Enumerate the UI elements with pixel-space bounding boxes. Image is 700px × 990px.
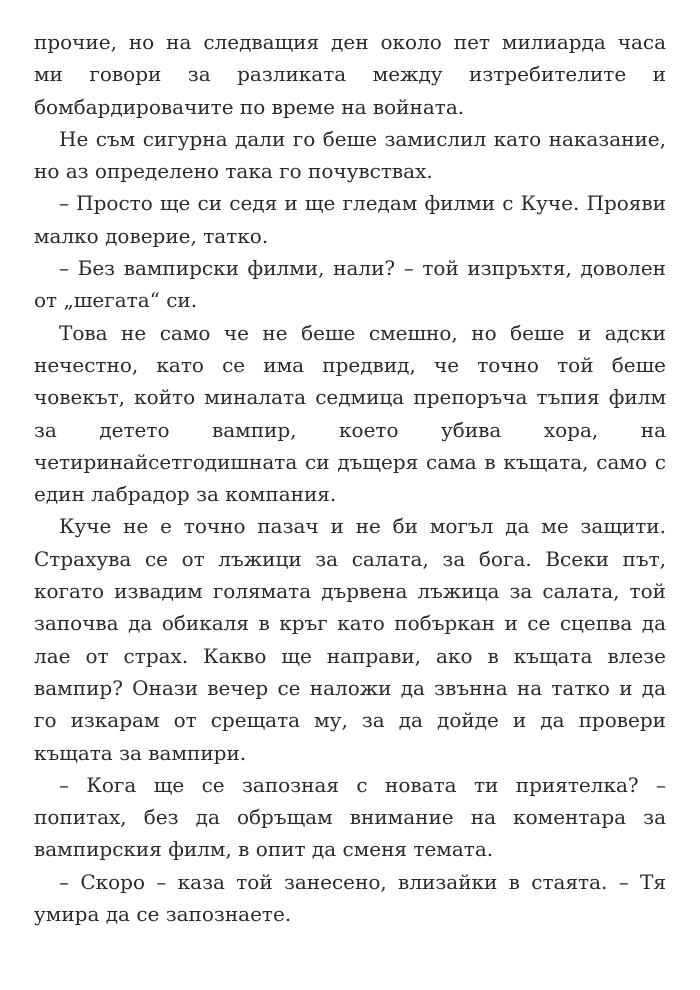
text-line: когато извадим голямата дървена лъжица за салата, той [34,579,666,604]
paragraph [34,123,666,188]
paragraph [34,26,666,123]
text-line: започва да обикаля в кръг като побъркан и се сцепва да [34,611,666,636]
text-line: ми говори за разликата между изтребителите и [34,62,666,87]
text-line: го изкарам от срещата му, за да дойде и да провери [34,708,666,733]
paragraph [34,187,666,252]
text-line: вампирския филм, в опит да сменя темата. [34,837,494,862]
text-line: вампир? Онази вечер се наложи да звънна на татко и да [34,675,666,700]
text-line: но аз определено така го почувствах. [34,159,433,184]
text-line: – Скоро – каза той занесено, влизайки в стаята. – Тя [59,869,666,894]
text-line: бомбардировачите по време на войната. [34,94,465,119]
text-line: – Без вампирски филми, нали? – той изпръхтя, доволен [59,256,666,281]
text-line: от „шегата“ си. [34,288,198,313]
text-line: за детето вампир, което убива хора, на [34,417,666,442]
text-line: къщата за вампири. [34,740,247,765]
text-line: Страхува се от лъжици за салата, за бога. Всеки път, [34,546,666,571]
text-line: Куче не е точно пазач и не би могъл да ме защити. [59,514,666,539]
text-line: човекът, който миналата седмица препоръча тъпия филм [34,385,666,410]
paragraph [34,252,666,317]
paragraph [34,769,666,866]
paragraph [34,866,666,931]
text-line: четиринайсетгодишната си дъщеря сама в къщата, само с [34,449,666,474]
book-page-text [34,26,666,930]
text-line: Това не само че не беше смешно, но беше и адски [59,320,666,345]
text-line: нечестно, като се има предвид, че точно той беше [34,352,666,377]
text-line: прочие, но на следващия ден около пет милиарда часа [34,30,666,54]
text-line: попитах, без да обръщам внимание на коментара за [34,805,666,830]
text-line: Не съм сигурна дали го беше замислил като наказание, [59,126,666,151]
paragraph [34,510,666,768]
text-line: лае от страх. Какво ще направи, ако в къщата влезе [34,643,666,668]
text-line: – Просто ще си седя и ще гледам филми с Куче. Прояви [59,191,666,216]
paragraph [34,317,666,511]
text-line: умира да се запознаете. [34,902,292,927]
text-line: – Кога ще се запозная с новата ти приятелка? – [59,772,666,797]
text-line: един лабрадор за компания. [34,482,337,507]
text-line: малко доверие, татко. [34,223,269,248]
